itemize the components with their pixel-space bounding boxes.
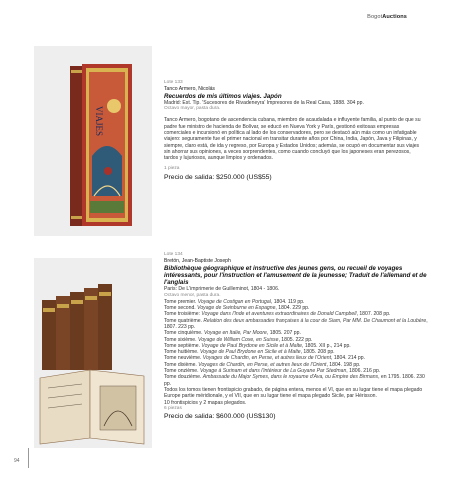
tome-pages: , 1807. 208 pp. xyxy=(356,311,391,318)
tome-pages: , 1806. 216 pp. xyxy=(346,368,381,375)
tome-label: Tome septième. xyxy=(164,342,200,349)
tome-work: Relation des deux ambassades françaises à la cour de Siam, Par MM. De Chaumont et la Loubère xyxy=(203,317,427,324)
tome-label: Tome huitième. xyxy=(164,349,199,356)
lot-title: Bibliothèque géographique et instructive des jeunes gens, ou recueil de voyages intéressants, pour l'instruction et l'amusement de la jeunesse; Traduit de l'allemand et de l'anglais xyxy=(164,264,427,286)
tome-work: Voyage de Paul Brydone en Sicile et à Malte xyxy=(199,349,301,356)
tome-label: Tome neuvième. xyxy=(164,355,202,362)
lot-binding: Octavo mayor, pasta dura. xyxy=(164,106,221,112)
tome-pages: , 1804. 214 pp. xyxy=(331,355,365,362)
lot-description: Todos los tomos tienen frontispicio grabado, de página entera, menos el VI, que en su lugar tiene el mapa plegado Europe partie méridionale, y el VII, que en su lugar tiene el mapa plegado Sicile, par Hérisson. xyxy=(164,386,423,400)
tome-pages: , 1807. 223 pp. xyxy=(164,317,428,330)
book-illustration-japan xyxy=(34,46,152,236)
tome-work: Voyage à Surinam et dans l'intérieur de La Guyane Par Stedman xyxy=(199,368,347,375)
tome-label: Tome cinquième. xyxy=(164,330,203,337)
tome-work: Ambassade du Major Symes, dans le royaume d'Ava, ou Empire des Birmans xyxy=(202,374,379,381)
tome-label: Tome onzième. xyxy=(164,368,199,375)
lot-author: Bretón, Jean-Baptiste Joseph xyxy=(164,258,231,265)
tome-pages: , 1805. 222 pp. xyxy=(278,336,313,343)
tome-pages: , 1804. 198 pp. xyxy=(326,361,361,368)
tome-line xyxy=(164,374,432,387)
tome-line xyxy=(164,318,432,331)
tome-work: Voyages de Chardin, en Perse, et autres lieux de l'Orient xyxy=(198,361,327,368)
lot-134-photo xyxy=(34,258,152,448)
lot-number: Lote 133 xyxy=(164,80,183,85)
page-number: 94 xyxy=(14,458,20,464)
tome-work: Voyage dans l'Inde et aventures extraordinaires de Donald Campbell xyxy=(201,311,357,318)
tome-label: Tome troisième: xyxy=(164,311,200,318)
brand-header xyxy=(367,14,407,20)
tome-pages: , 1805. XII p., 214 pp. xyxy=(302,342,351,349)
tome-label: Tome douzième. xyxy=(164,374,202,381)
lot-134 xyxy=(164,252,432,421)
svg-text:VIAJES: VIAJES xyxy=(94,106,104,137)
lot-binding: Octavo menor, pasta dura. xyxy=(164,292,221,298)
tome-label: Tome dixième. xyxy=(164,361,197,368)
tome-work: Voyage de Paul Brydone en Sicile et à Malte xyxy=(201,342,303,349)
lot-pieces: 6 piezas xyxy=(164,405,182,411)
tome-pages: , 1804. 119 pp. xyxy=(270,298,305,305)
tome-pages: , 1804. 229 pp. xyxy=(275,305,310,312)
tome-work: Voyages de Chardin, en Perse, et autres lieux de l'Orient xyxy=(202,355,331,362)
tome-work: Voyage de William Coxe, en Suisse xyxy=(197,336,279,343)
brand-bold: Auctions xyxy=(382,14,407,20)
lot-imprint: Madrid: Est. Tip. 'Sucesores de Rivadeneyra' Impresores de la Real Casa, 1888. 304 pp. xyxy=(164,99,364,106)
tome-pages: , en 1795. 1806. 230 pp. xyxy=(164,374,425,387)
lot-price: Precio de salida: $600.000 (US$130) xyxy=(164,413,276,421)
lot-title: Recuerdos de mis últimos viajes. Japón xyxy=(164,92,282,100)
tome-work: Voyage de Costigan en Portugal xyxy=(197,298,271,305)
lot-description: Tanco Armero, bogotano de ascendencia cubana, miembro de acaudalada e influyente familia, al punto de que su padre fue ministro de hacienda de Bolívar, se educó en Nueva York y París, gestionó exitosas empresas comerciales e incursionó en política al lado de los conservadores, pero se destacó aún más como un infatigable viajero: seguramente fue el primer nacional en transitar durante años por China, India, Japón, Java y Filipinas, y siempre, claro está, de ida y regreso, por Europa y Estados Unidos; además, se ocupó en documentar sus viajes sin ahorrar sus opiniones, a veces sorprendentes, como cuando concluyó que los japoneses eran perezosos, tardos y lujuriosos, aunque limpios y ordenados. xyxy=(164,117,421,162)
lot-imprint: Paris: De L'imprimerie de Guilleminot, 1804 - 1806. xyxy=(164,286,280,293)
tome-work: Voyage de Swinburne en Espagne xyxy=(197,305,276,312)
tome-label: Tome premier. xyxy=(164,298,197,305)
page-rule xyxy=(28,448,29,468)
tome-pages: , 1805. 207 pp. xyxy=(266,330,301,337)
lot-pieces: 1 pieza xyxy=(164,166,180,172)
lot-133 xyxy=(164,80,424,182)
tome-work: Voyage en Italie, Par Moore xyxy=(203,330,267,337)
tome-label: Tome sixième. xyxy=(164,336,197,343)
lot-extras: 10 frontispicios y 2 mapas plegados. xyxy=(164,399,247,406)
lot-author: Tanco Armero, Nicolás xyxy=(164,86,215,93)
tome-label: Tome second. xyxy=(164,305,196,312)
tome-label: Tome quatrième. xyxy=(164,317,202,324)
brand-light: Bogot xyxy=(367,14,383,20)
lot-price: Precio de salida: $250.000 (US$55) xyxy=(164,173,272,181)
book-illustration-volumes xyxy=(34,258,152,448)
tome-list xyxy=(164,299,432,387)
lot-number: Lote 134 xyxy=(164,252,183,257)
lot-133-photo xyxy=(34,46,152,236)
tome-pages: , 1805. 208 pp. xyxy=(300,349,335,356)
